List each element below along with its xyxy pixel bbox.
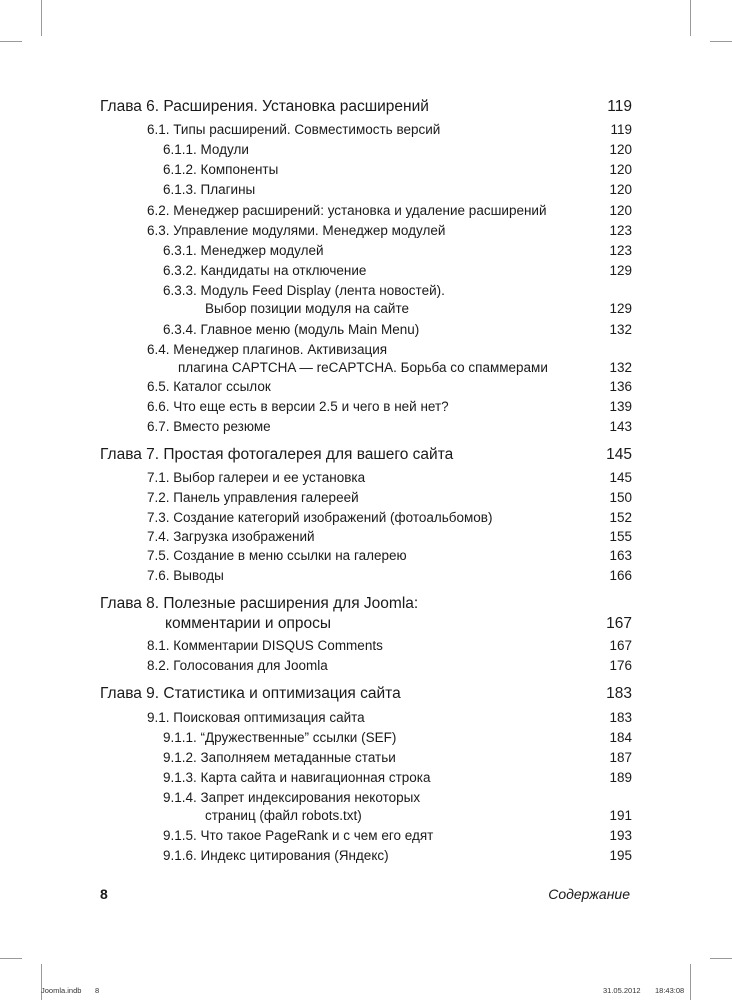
toc-entry-title: 6.1.3. Плагины [163,182,256,197]
slug-file-name: Joomla.indb [41,986,82,995]
toc-entry-title: Выбор позиции модуля на сайте [205,301,409,316]
crop-mark [710,958,732,959]
toc-entry-title: 6.7. Вместо резюме [147,419,271,434]
footer-section-title: Содержание [548,886,630,902]
toc-entry-title: 9.1.1. “Дружественные” ссылки (SEF) [163,730,397,745]
toc-entry-page: 189 [609,770,632,785]
toc-entry-page: 152 [609,510,632,525]
toc-entry-title: 7.4. Загрузка изображений [147,529,315,544]
toc-entry-page: 184 [609,730,632,745]
toc-entry-title: 6.3.4. Главное меню (модуль Main Menu) [163,322,420,337]
toc-entry-title: 8.2. Голосования для Joomla [147,658,328,673]
toc-entry-page: 191 [609,808,632,823]
toc-entry-title: 6.3.2. Кандидаты на отключение [163,263,367,278]
toc-entry-title: 7.6. Выводы [147,568,224,583]
toc-entry-page: 183 [606,685,632,702]
toc-entry-title: 8.1. Комментарии DISQUS Comments [147,638,383,653]
toc-entry-page: 155 [609,529,632,544]
toc-entry-title: 7.3. Создание категорий изображений (фотоальбомов) [147,510,493,525]
toc-entry-page: 129 [609,301,632,316]
toc-entry-title: 9.1.5. Что такое PageRank и с чем его едят [163,828,434,843]
toc-entry-page: 120 [609,142,632,157]
toc-entry-page: 123 [609,243,632,258]
toc-entry-page: 183 [609,710,632,725]
toc-entry-title: 6.1.2. Компоненты [163,162,279,177]
toc-entry-title: 6.4. Менеджер плагинов. Активизация [147,342,388,357]
toc-entry-page: 176 [609,658,632,673]
toc-entry-page: 119 [610,122,632,137]
toc-entry-page: 136 [609,379,632,394]
toc-entry-title: 7.5. Создание в меню ссылки на галерею [147,548,407,563]
toc-entry-page: 139 [609,399,632,414]
toc-entry-title: 7.1. Выбор галереи и ее установка [147,470,366,485]
toc-entry-title: комментарии и опросы [165,615,331,632]
footer-page-number: 8 [100,886,108,902]
toc-entry-title: 6.1. Типы расширений. Совместимость версий [147,122,441,137]
crop-mark [690,964,691,1000]
toc-entry-page: 145 [609,470,632,485]
toc-entry-page: 132 [609,360,632,375]
toc-entry-title: 6.6. Что еще есть в версии 2.5 и чего в ней нет? [147,399,449,414]
toc-entry-title: страниц (файл robots.txt) [205,808,362,823]
toc-entry-page: 167 [606,615,632,632]
toc-entry-page: 166 [609,568,632,583]
toc-entry-title: 6.3. Управление модулями. Менеджер модулей [147,223,446,238]
toc-entry-title: 6.2. Менеджер расширений: установка и удаление расширений [147,203,547,218]
toc-entry-page: 143 [609,419,632,434]
toc-entry-page: 119 [607,98,632,115]
toc-entry-title: 9.1. Поисковая оптимизация сайта [147,710,365,725]
toc-entry-title: Глава 9. Статистика и оптимизация сайта [100,685,401,702]
slug-sheet-number: 8 [95,986,100,995]
toc-entry-title: 9.1.3. Карта сайта и навигационная строка [163,770,431,785]
toc-entry-page: 129 [609,263,632,278]
slug-date: 31.05.2012 [603,986,641,995]
toc-entry-title: 9.1.4. Запрет индексирования некоторых [163,790,421,805]
toc-entry-title: Глава 8. Полезные расширения для Joomla: [100,595,419,612]
toc-entry-page: 163 [609,548,632,563]
slug-time: 18:43:08 [655,986,685,995]
toc-entry-page: 150 [609,490,632,505]
toc-entry-title: 6.5. Каталог ссылок [147,379,271,394]
toc-entry-page: 120 [609,203,632,218]
toc-entry-title: 7.2. Панель управления галереей [147,490,359,505]
toc-entry-title: 9.1.6. Индекс цитирования (Яндекс) [163,848,389,863]
toc-entry-page: 123 [609,223,632,238]
toc-entry-page: 120 [609,162,632,177]
toc-entry-title: плагина CAPTCHA — reCAPTCHA. Борьба со спаммерами [178,360,548,375]
toc-entry-title: Глава 6. Расширения. Установка расширений [100,98,429,115]
toc-entry-title: 9.1.2. Заполняем метаданные статьи [163,750,396,765]
toc-entry-title: Глава 7. Простая фотогалерея для вашего сайта [100,446,454,463]
toc-entry-page: 195 [609,848,632,863]
toc-entry-title: 6.3.1. Менеджер модулей [163,243,324,258]
toc-entry-title: 6.3.3. Модуль Feed Display (лента новостей). [163,283,445,298]
toc-entry-page: 132 [609,322,632,337]
crop-mark [0,958,22,959]
toc-entry-page: 193 [609,828,632,843]
toc-entry-page: 167 [609,638,632,653]
toc-entry-title: 6.1.1. Модули [163,142,249,157]
toc-entry-page: 120 [609,182,632,197]
toc-entry-page: 145 [606,446,632,463]
toc-entry-page: 187 [609,750,632,765]
